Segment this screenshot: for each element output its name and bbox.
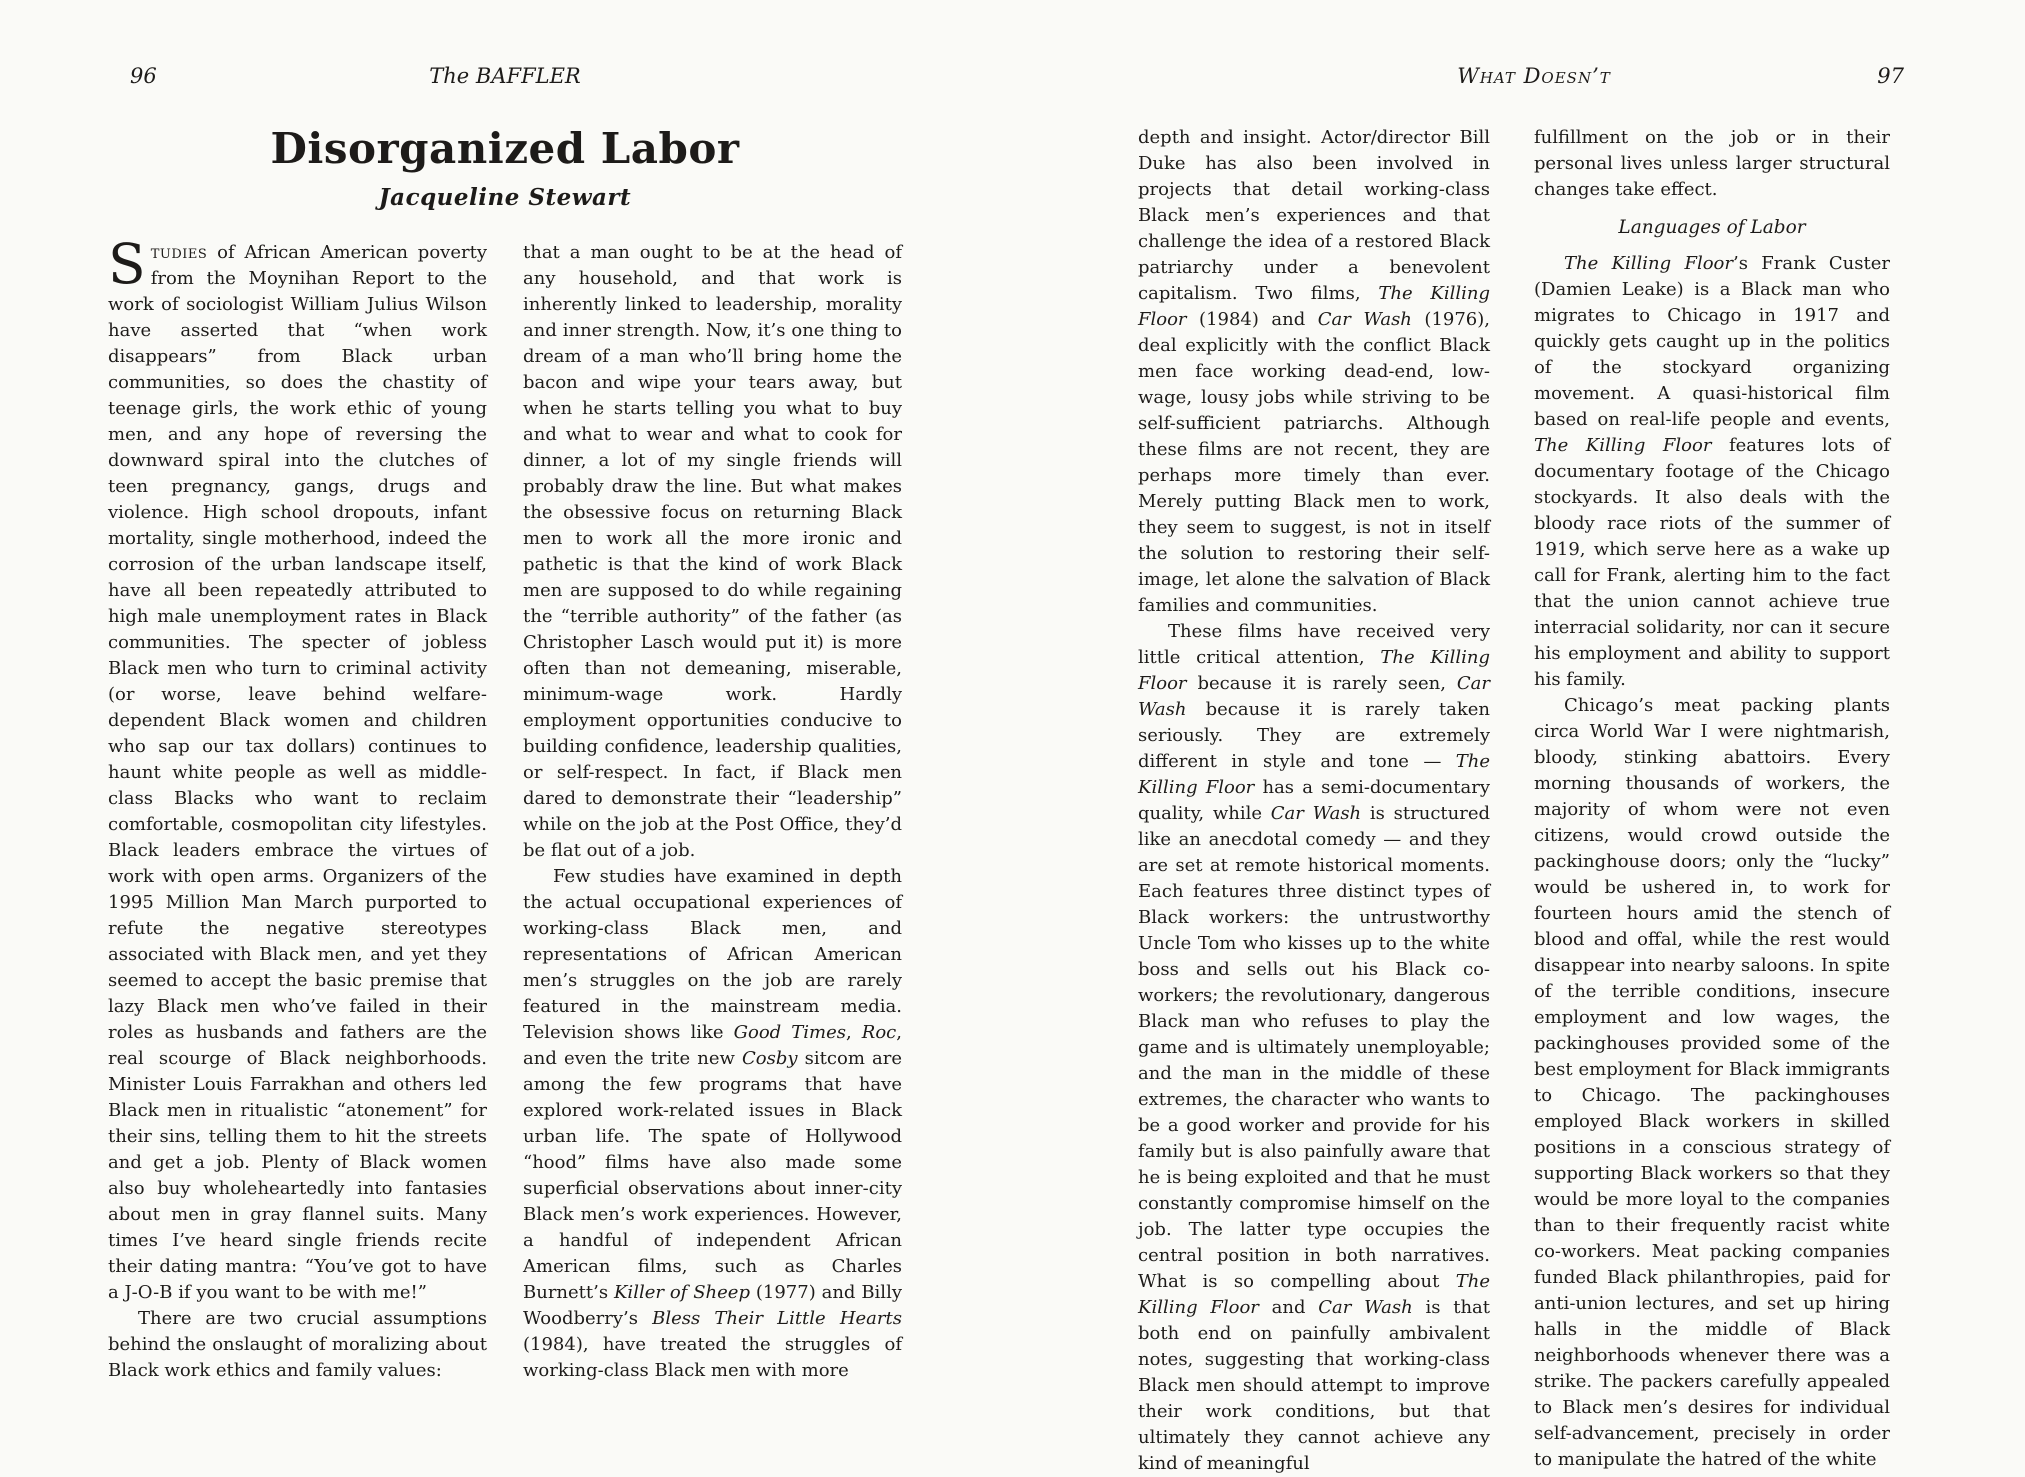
- body-paragraph: Studies of African American poverty from the Moynihan Report to the work of sociologist William Julius Wilson have asserted that “when work disappears” from Black urban communities, so does the chastity of teenage girls, the work ethic of young men, and any hope of reversing the downward spiral into the clutches of teen pregnancy, gangs, drugs and violence. High school dropouts, infant mortality, single motherhood, indeed the corrosion of the urban landscape itself, have all been repeatedly attributed to high male unemployment rates in Black communities. The specter of jobless Black men who turn to criminal activity (or worse, leave behind welfare-dependent Black women and children who sap our tax dollars) continues to haunt white people as well as middle-class Blacks who want to reclaim comfortable, cosmopolitan city lifestyles. Black leaders embrace the virtues of work with open arms. Organizers of the 1995 Million Man March purported to refute the negative stereotypes associated with Black men, and yet they seemed to accept the basic premise that lazy Black men who’ve failed in their roles as husbands and fathers are the real scourge of Black neighborhoods. Minister Louis Farrakhan and others led Black men in ritualistic “atonement” for their sins, telling them to hit the streets and get a job. Plenty of Black women also buy wholeheartedly into fantasies about men in gray flannel suits. Many times I’ve heard single friends recite their dating mantra: “You’ve got to have a J-O-B if you want to be with me!”: [108, 232, 487, 1303]
- running-head-what-doesnt: What Doesn’t: [1457, 64, 1611, 88]
- page-number-right: 97: [1877, 64, 1904, 88]
- page-96-column-2: [523, 240, 902, 1384]
- page-96-column-1: [108, 232, 487, 1384]
- page-number-left: 96: [130, 64, 157, 88]
- drop-cap: S: [108, 232, 146, 296]
- body-paragraph: The Killing Floor’s Frank Custer (Damien Leake) is a Black man who migrates to Chicago in 1917 and quickly gets caught up in the politics of the stockyard organizing movement. A quasi-historical film based on real-life people and events, The Killing Floor features lots of documentary footage of the Chicago stockyards. It also deals with the bloody race riots of the summer of 1919, which serve here as a wake up call for Frank, alerting him to the fact that the union cannot achieve true interracial solidarity, nor can it secure his employment and ability to support his family.: [1534, 253, 1890, 690]
- section-subheading: Languages of Labor: [1618, 217, 1806, 238]
- article-author-byline: Jacqueline Stewart: [378, 184, 632, 211]
- page-97-column-2: [1534, 125, 1890, 1477]
- page-97-columns: [1138, 125, 1890, 1477]
- page-97-running-header: [1138, 64, 1930, 88]
- body-paragraph: These films have received very little critical attention, The Killing Floor because it is rarely seen, Car Wash because it is rarely taken seriously. They are extremely different in style and tone — The Killing Floor has a semi-documentary quality, while Car Wash is structured like an anecdotal comedy — and they are set at remote historical moments. Each features three distinct types of Black workers: the untrustworthy Uncle Tom who kisses up to the white boss and sells out his Black co-workers; the revolutionary, dangerous Black man who refuses to play the game and is ultimately unemployable; and the man in the middle of these extremes, the character who wants to be a good worker and provide for his family but is also painfully aware that he is being exploited and that he must constantly compromise himself on the job. The latter type occupies the central position in both narratives. What is so compelling about The Killing Floor and Car Wash is that both end on painfully ambivalent notes, suggesting that working-class Black men should attempt to improve their work conditions, but that ultimately they cannot achieve any kind of meaningful: [1138, 621, 1491, 1474]
- page-96-columns: [108, 232, 902, 1384]
- body-paragraph: depth and insight. Actor/director Bill Duke has also been involved in projects that detail working-class Black men’s experiences and that challenge the idea of a restored Black patriarchy under a benevolent capitalism. Two films, The Killing Floor (1984) and Car Wash (1976), deal explicitly with the conflict Black men face working dead-end, low-wage, lousy jobs while striving to be self-sufficient patriarchs. Although these films are not recent, they are perhaps more timely than ever. Merely putting Black men to work, they seem to suggest, is not in itself the solution to restoring their self-image, let alone the salvation of Black families and communities.: [1138, 127, 1491, 616]
- page-96: [108, 0, 902, 1463]
- body-paragraph: Few studies have examined in depth the actual occupational experiences of working-class Black men, and representations of African American men’s struggles on the job are rarely featured in the mainstream media. Television shows like Good Times, Roc, and even the trite new Cosby sitcom are among the few programs that have explored work-related issues in Black urban life. The spate of Hollywood “hood” films have also made some superficial observations about inner-city Black men’s work experiences. However, a handful of independent African American films, such as Charles Burnett’s Killer of Sheep (1977) and Billy Woodberry’s Bless Their Little Hearts (1984), have treated the struggles of working-class Black men with more: [523, 866, 902, 1381]
- page-97-column-1: [1138, 125, 1490, 1477]
- body-paragraph: There are two crucial assumptions behind the onslaught of moralizing about Black work ethics and family values:: [108, 1308, 487, 1381]
- body-paragraph: fulfillment on the job or in their personal lives unless larger structural changes take effect.: [1534, 127, 1890, 200]
- article-title: Disorganized Labor: [270, 124, 740, 173]
- page-96-running-header: [108, 64, 902, 88]
- body-paragraph: that a man ought to be at the head of any household, and that work is inherently linked to leadership, morality and inner strength. Now, it’s one thing to dream of a man who’ll bring home the bacon and wipe your tears away, but when he starts telling you what to buy and what to wear and what to cook for dinner, a lot of my single friends will probably draw the line. But what makes the obsessive focus on returning Black men to work all the more ironic and pathetic is that the kind of work Black men are supposed to do while regaining the “terrible authority” of the father (as Christopher Lasch would put it) is more often than not demeaning, miserable, minimum-wage work. Hardly employment opportunities conducive to building confidence, leadership qualities, or self-respect. In fact, if Black men dared to demonstrate their “leadership” while on the job at the Post Office, they’d be flat out of a job.: [523, 242, 902, 861]
- page-97: [1138, 0, 1930, 1474]
- body-paragraph: Chicago’s meat packing plants circa World War I were nightmarish, bloody, stinking abattoirs. Every morning thousands of workers, the majority of whom were not even citizens, would crowd outside the packinghouse doors; only the “lucky” would be ushered in, to work for fourteen hours amid the stench of blood and offal, while the rest would disappear into nearby saloons. In spite of the terrible conditions, insecure employment and low wages, the packinghouses provided some of the best employment for Black immigrants to Chicago. The packinghouses employed Black workers in skilled positions in a conscious strategy of supporting Black workers so that they would be more loyal to the companies than to their frequently racist white co-workers. Meat packing companies funded Black philanthropies, paid for anti-union lectures, and set up hiring halls in the middle of Black neighborhoods whenever there was a strike. The packers carefully appealed to Black men’s desires for individual self-advancement, precisely in order to manipulate the hatred of the white: [1534, 695, 1890, 1470]
- running-head-baffler: The BAFFLER: [429, 64, 581, 88]
